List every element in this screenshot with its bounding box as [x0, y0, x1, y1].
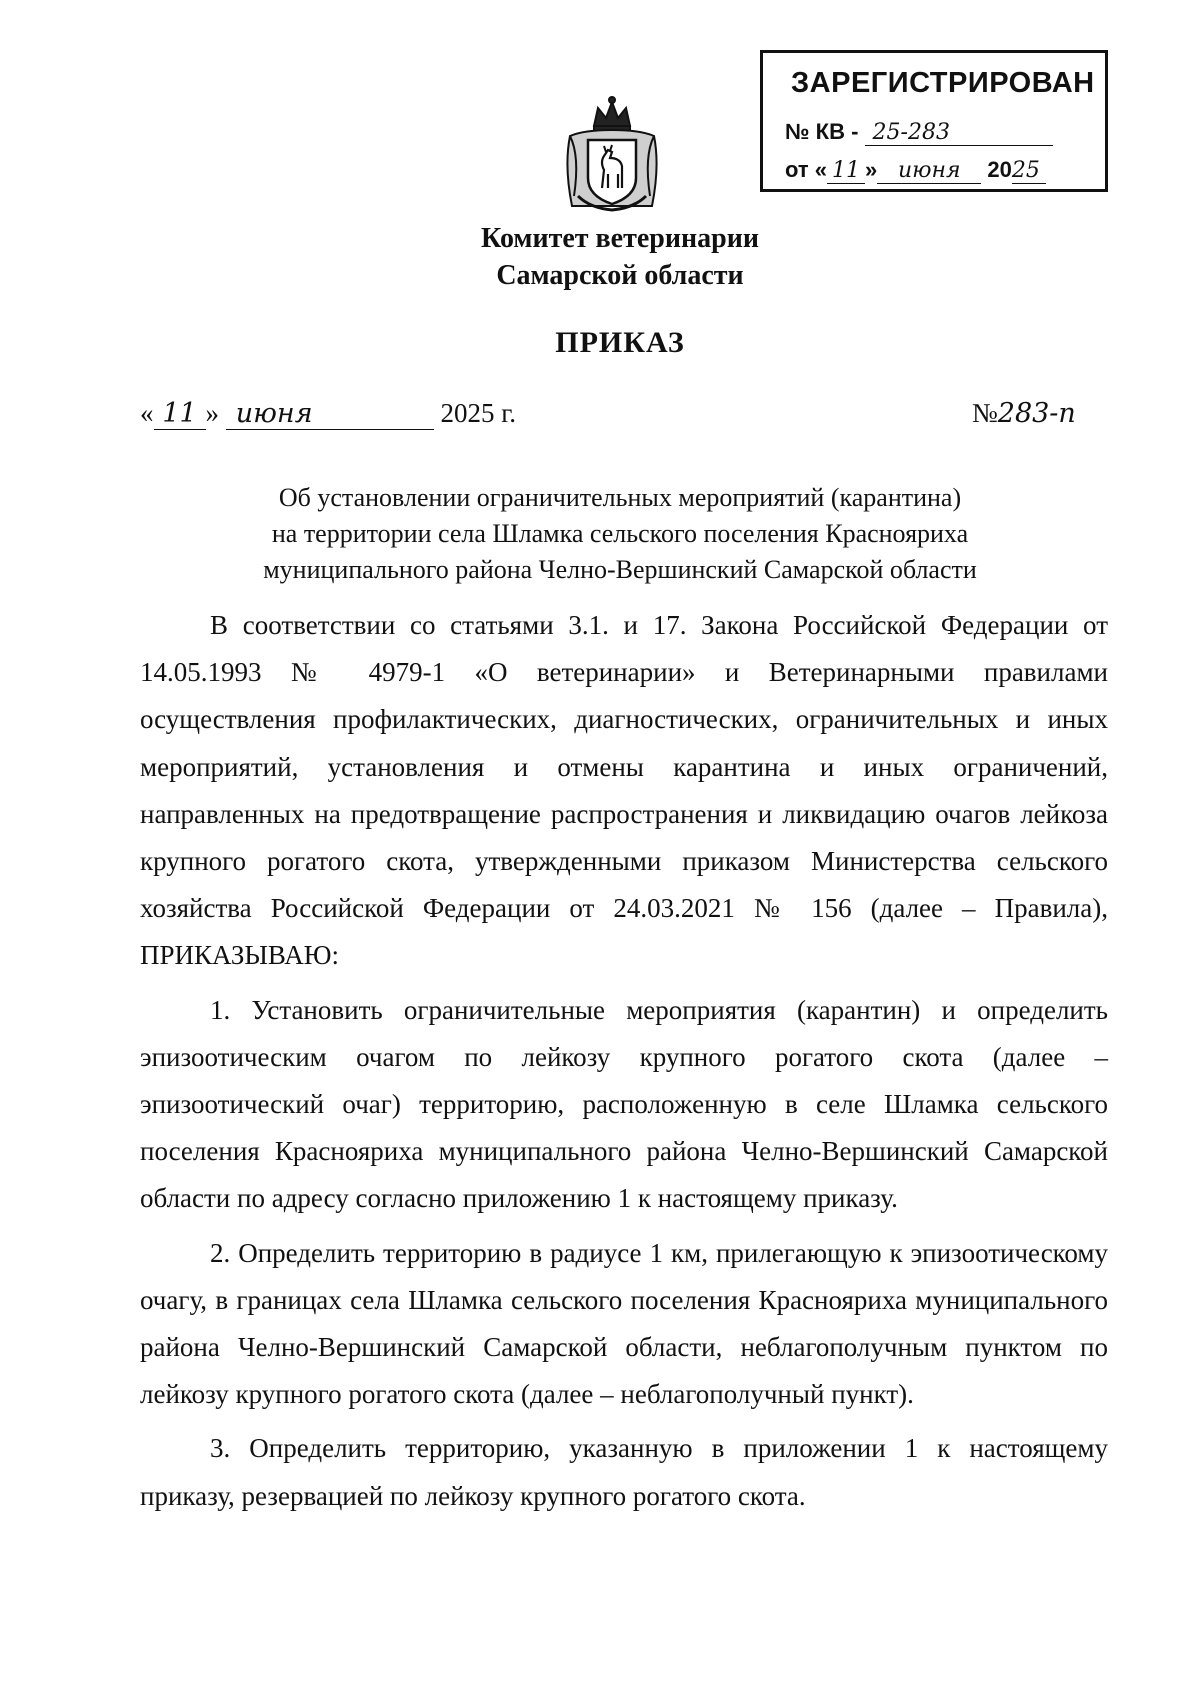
stamp-number-prefix: № КВ -	[785, 119, 859, 144]
org-line-2: Самарской области	[496, 260, 744, 291]
order-subject	[180, 480, 1060, 588]
order-date-day: 11	[154, 398, 206, 430]
order-body	[140, 602, 1108, 1527]
stamp-date-year-suffix: 25	[1012, 158, 1046, 184]
stamp-number-value: 25-283	[865, 120, 1053, 146]
stamp-number-line	[785, 119, 1053, 146]
order-number-value: 283-п	[997, 398, 1076, 429]
subject-line-2: на территории села Шламка сельского поселения Краснояриха	[271, 519, 969, 548]
document-title: ПРИКАЗ	[555, 326, 685, 359]
subject-line-1: Об установлении ограничительных мероприятий (карантина)	[278, 483, 962, 512]
stamp-date-day: 11	[827, 158, 865, 184]
subject-line-3: муниципального района Челно-Вершинский Самарской области	[263, 555, 977, 584]
body-item-3: 3. Определить территорию, указанную в приложении 1 к настоящему приказу, резервацией по лейкозу крупного рогатого скота.	[140, 1433, 1108, 1511]
order-number-prefix: №	[972, 398, 998, 428]
stamp-date-line: от « 11 » июня 2025	[785, 157, 1046, 184]
stamp-date-month: июня	[877, 158, 981, 184]
order-date-year: 2025 г.	[440, 398, 517, 428]
stamp-title: ЗАРЕГИСТРИРОВАН	[791, 67, 1095, 99]
body-item-1: 1. Установить ограничительные мероприятия (карантин) и определить эпизоотическим очагом по лейкозу крупного рогатого скота (далее – эпизоотический очаг) территорию, расположенную в селе Шламка сельского поселения Краснояриха муниципального района Челно-Вершинский Самарской области по адресу согласно приложению 1 к настоящему приказу.	[140, 994, 1108, 1214]
body-item-2: 2. Определить территорию в радиусе 1 км, прилегающую к эпизоотическому очагу, в границах села Шламка сельского поселения Краснояриха муниципального района Челно-Вершинский Самарской области, неблагополучным пунктом по лейкозу крупного рогатого скота (далее – неблагополучный пункт).	[140, 1237, 1108, 1410]
order-number	[972, 398, 1076, 429]
date-open-quote: «	[140, 398, 154, 428]
body-intro: В соответствии со статьями 3.1. и 17. Закона Российской Федерации от 14.05.1993 № 4979-1 «О ветеринарии» и Ветеринарными правилами осуществления профилактических, диагностических, ограничительных и иных мероприятий, установления и отмены карантина и иных ограничений, направленных на предотвращение распространения и ликвидацию очагов лейкоза крупного рогатого скота, утвержденными приказом Министерства сельского хозяйства Российской Федерации от 24.03.2021 № 156 (далее – Правила), ПРИКАЗЫВАЮ:	[140, 610, 1108, 971]
org-line-1: Комитет ветеринарии	[481, 223, 759, 254]
organization-name	[300, 220, 940, 294]
stamp-date-prefix: от «	[785, 157, 828, 182]
registration-stamp	[760, 50, 1108, 192]
stamp-date-year-prefix: 20	[987, 157, 1012, 182]
order-date	[140, 398, 516, 430]
date-close-quote: »	[205, 398, 219, 428]
order-date-month: июня	[226, 398, 434, 430]
coat-of-arms-emblem	[560, 96, 664, 214]
